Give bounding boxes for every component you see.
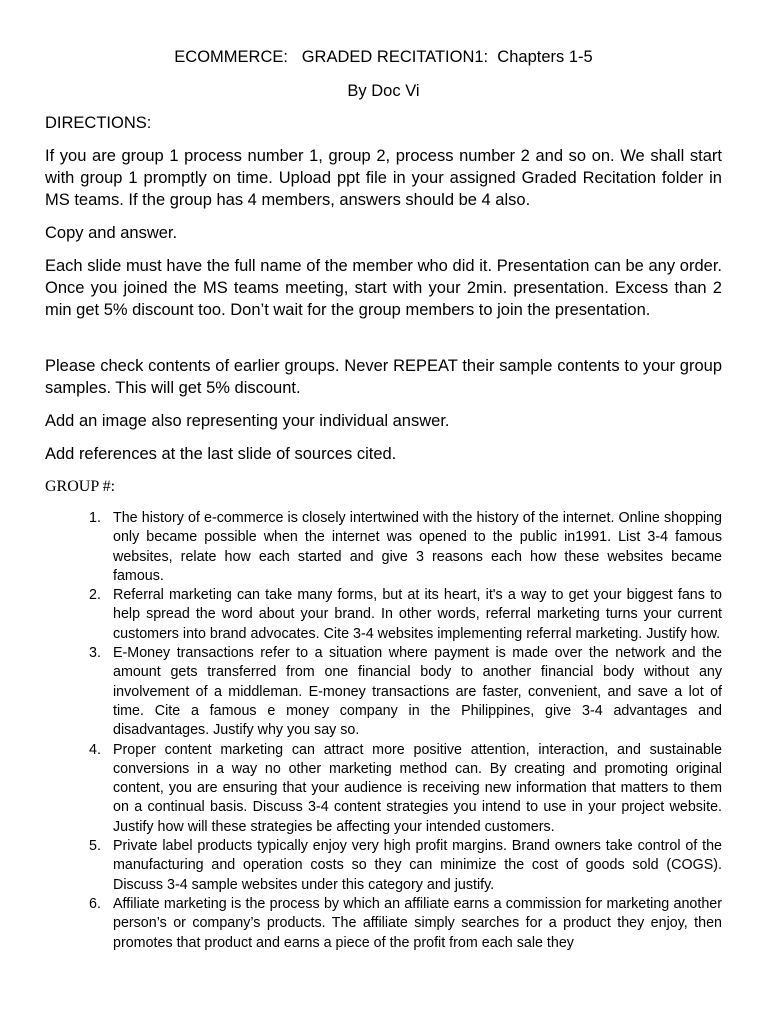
list-item	[85, 895, 722, 953]
directions-paragraph: Please check contents of earlier groups. Never REPEAT their sample contents to your group samples. This will get 5% discount.	[45, 357, 722, 397]
question-text: E-Money transactions refer to a situation where payment is made over the network and the amount gets transferred from one financial body to another financial body without any involvement of a middleman. E-money transactions are faster, convenient, and save a lot of time. Cite a famous e money company in the Philippines, give 3-4 advantages and disadvantages. Justify why you say so.	[113, 645, 722, 739]
question-text: Referral marketing can take many forms, but at its heart, it's a way to get your biggest fans to help spread the word about your brand. In other words, referral marketing turns your current customers into brand advocates. Cite 3-4 websites implementing referral marketing. Justify how.	[113, 587, 722, 642]
question-text: Affiliate marketing is the process by which an affiliate earns a commission for marketing another person’s or company’s products. The affiliate simply searches for a product they enjoy, then promotes that product and earns a piece of the profit from each sale they	[113, 895, 722, 951]
directions-paragraph: Add an image also representing your individual answer.	[45, 412, 450, 430]
directions-paragraph: Each slide must have the full name of the member who did it. Presentation can be any order. Once you joined the MS teams meeting, start with your 2min. presentation. Excess than 2 min get 5% discount too. Don’t wait for the group members to join the presentation.	[45, 257, 722, 319]
list-item	[85, 509, 722, 586]
question-number: 5.	[89, 838, 101, 855]
group-label: GROUP #:	[45, 478, 116, 495]
document-author: By Doc Vi	[347, 82, 420, 100]
question-number: 1.	[89, 510, 101, 526]
directions-label: DIRECTIONS:	[45, 114, 152, 132]
question-number: 4.	[89, 741, 101, 758]
list-item	[85, 741, 722, 837]
directions-paragraph: Add references at the last slide of sources cited.	[45, 445, 397, 463]
question-number: 2.	[89, 587, 101, 604]
document-title: ECOMMERCE: GRADED RECITATION1: Chapters 1-5	[174, 48, 593, 66]
list-item	[85, 644, 722, 740]
question-number: 3.	[89, 645, 101, 662]
question-text: The history of e-commerce is closely intertwined with the history of the internet. Online shopping only became possible when the internet was opened to the public in1991. List 3-4 famous websites, relate how each started and give 3 reasons each how these websites became famous.	[113, 510, 722, 584]
question-text: Private label products typically enjoy very high profit margins. Brand owners take control of the manufacturing and operation costs so they can minimize the cost of goods sold (COGS). Discuss 3-4 sample websites under this category and justify.	[113, 838, 722, 893]
question-number: 6.	[89, 895, 101, 912]
directions-paragraph: If you are group 1 process number 1, group 2, process number 2 and so on. We shall start with group 1 promptly on time. Upload ppt file in your assigned Graded Recitation folder in MS teams. If the group has 4 members, answers should be 4 also.	[45, 147, 722, 209]
question-list	[85, 509, 722, 953]
question-text: Proper content marketing can attract more positive attention, interaction, and sustainable conversions in a way no other marketing method can. By creating and promoting original content, you are ensuring that your audience is receiving new information that matters to them on a continual basis. Discuss 3-4 content strategies you intend to use in your project website. Justify how will these strategies be affecting your intended customers.	[113, 741, 722, 835]
directions-paragraph: Copy and answer.	[45, 224, 178, 242]
list-item	[85, 586, 722, 644]
list-item	[85, 837, 722, 895]
